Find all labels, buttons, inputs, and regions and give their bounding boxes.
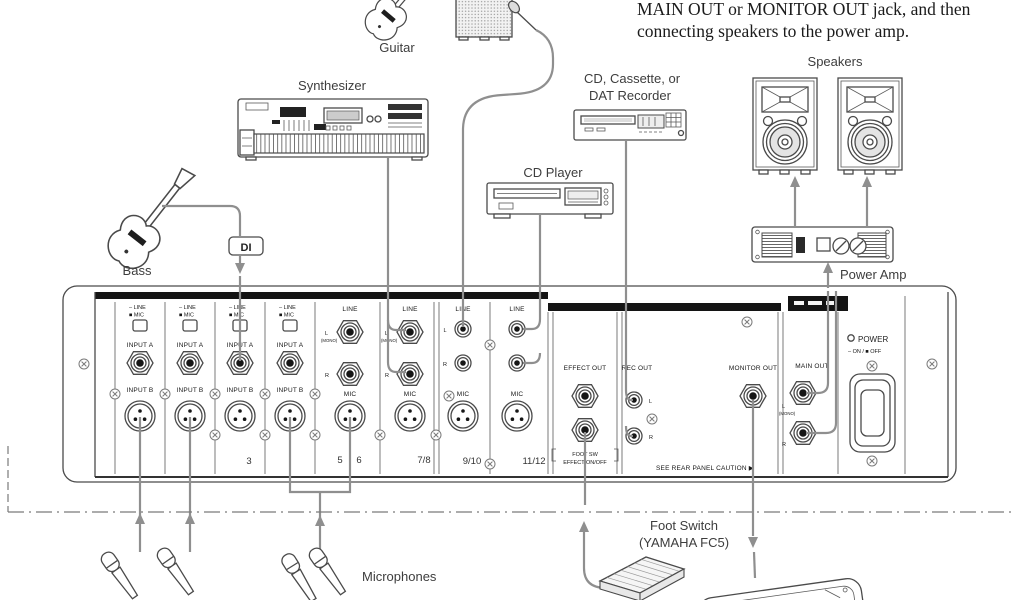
- power-label: POWER: [858, 335, 889, 344]
- arrow-up-icon: [135, 513, 145, 524]
- mixer-rear-panel: [63, 286, 956, 482]
- screw-icon: [647, 414, 657, 424]
- main-out-mono-label: (MONO): [779, 411, 796, 416]
- cd-player-label: CD Player: [523, 165, 583, 180]
- arrow-up-icon: [862, 176, 872, 187]
- screw-icon: [927, 359, 937, 369]
- arrow-up-icon: [579, 521, 589, 532]
- channel-number-7-8: 7/8: [417, 455, 431, 466]
- r-label: R: [325, 373, 329, 379]
- screw-icon: [260, 389, 270, 399]
- input-b-label: INPUT B: [126, 387, 154, 394]
- mono-label: (MONO): [381, 338, 398, 343]
- channel-number-6: 6: [356, 455, 362, 466]
- mic-jack: [502, 401, 532, 431]
- screw-icon: [79, 359, 89, 369]
- screw-icon: [867, 361, 877, 371]
- mic-label: MIC: [456, 391, 470, 398]
- line-l-rca: [509, 321, 525, 337]
- effect-out-jack: [572, 385, 598, 408]
- line-r-rca: [455, 355, 471, 371]
- di-box: [229, 237, 263, 255]
- screw-icon: [485, 459, 495, 469]
- channel-number-5: 5: [337, 455, 343, 466]
- line-mic-switch: [133, 320, 147, 331]
- rec-out-r-label: R: [649, 435, 653, 441]
- input-b-label: INPUT B: [226, 387, 254, 394]
- recorder-illustration: [574, 110, 686, 140]
- rca-r-label: R: [443, 362, 447, 368]
- microphones-label: Microphones: [362, 569, 437, 584]
- input-b-jack: [225, 401, 255, 431]
- microphone-icon: [307, 546, 349, 597]
- line-mic-switch: [283, 320, 297, 331]
- main-out-r-label: R: [782, 442, 786, 448]
- microphone-icon: [99, 550, 141, 600]
- line-label: LINE: [455, 306, 471, 313]
- cd-player-illustration: [487, 183, 613, 218]
- rec-out-l-label: L: [649, 399, 653, 405]
- line-r-jack: [397, 363, 423, 386]
- main-out-label: MAIN OUT: [795, 363, 829, 370]
- screw-icon: [160, 389, 170, 399]
- l-label: L: [325, 331, 329, 337]
- caution-label: SEE REAR PANEL CAUTION ▶: [656, 465, 754, 472]
- guitar-amp-illustration: [456, 0, 512, 40]
- line-label: LINE: [509, 306, 525, 313]
- input-b-label: INPUT B: [276, 387, 304, 394]
- input-b-label: INPUT B: [176, 387, 204, 394]
- screw-icon: [444, 391, 454, 401]
- effect-on-off-label: EFFECT ON/OFF: [563, 460, 607, 466]
- arrow-up-icon: [185, 513, 195, 524]
- mic-switch-label: ■ MIC: [229, 312, 244, 319]
- foot-switch-label-line2: (YAMAHA FC5): [638, 535, 730, 550]
- guitar-label: Guitar: [379, 40, 415, 55]
- mic-label: MIC: [510, 391, 524, 398]
- speaker-left-illustration: [753, 78, 817, 174]
- note-text-line2: connecting speakers to the power amp.: [637, 21, 910, 41]
- synthesizer-label: Synthesizer: [298, 78, 366, 93]
- power-amp-illustration: [752, 227, 893, 262]
- r-label: R: [385, 373, 389, 379]
- screw-icon: [485, 340, 495, 350]
- power-amp-label: Power Amp: [840, 267, 907, 282]
- input-a-jack: [277, 352, 303, 375]
- line-switch-label: – LINE: [129, 305, 146, 311]
- mic-switch-label: ■ MIC: [179, 312, 194, 319]
- recorder-label-line2: DAT Recorder: [589, 88, 671, 103]
- main-out-l-label: L: [782, 404, 786, 410]
- input-a-label: INPUT A: [176, 342, 204, 349]
- line-switch-label: – LINE: [229, 305, 246, 311]
- mic-label: MIC: [343, 391, 357, 398]
- line-switch-label: – LINE: [179, 305, 196, 311]
- mic-jack: [395, 401, 425, 431]
- line-l-jack: [337, 321, 363, 344]
- screw-icon: [210, 430, 220, 440]
- line-label: LINE: [342, 306, 358, 313]
- screw-icon: [867, 456, 877, 466]
- microphone-illustrations: [99, 546, 349, 600]
- arrow-down-icon: [748, 537, 758, 548]
- channel-number-3: 3: [246, 456, 252, 467]
- line-r-rca: [509, 355, 525, 371]
- foot-sw-label: FOOT SW: [572, 452, 598, 458]
- synthesizer-illustration: [238, 99, 428, 160]
- input-a-jack: [127, 352, 153, 375]
- di-label: DI: [240, 242, 252, 254]
- monitor-out-cable-lower: [754, 552, 755, 578]
- bass-label: Bass: [122, 263, 152, 278]
- bass-illustration: [101, 158, 206, 275]
- monitor-out-label: MONITOR OUT: [728, 365, 778, 372]
- screw-icon: [260, 430, 270, 440]
- mic-switch-label: ■ MIC: [279, 312, 294, 319]
- arrow-up-icon: [790, 176, 800, 187]
- microphone-icon: [155, 546, 197, 597]
- input-a-label: INPUT A: [226, 342, 254, 349]
- bottom-right-device-illustration: [697, 577, 869, 600]
- input-a-label: INPUT A: [276, 342, 304, 349]
- speaker-right-illustration: [838, 78, 902, 174]
- mic-label: MIC: [403, 391, 417, 398]
- guitar-illustration: [360, 0, 445, 46]
- arrow-up-icon: [823, 262, 833, 273]
- foot-switch-illustration: [600, 557, 684, 600]
- input-a-label: INPUT A: [126, 342, 154, 349]
- arrow-down-icon: [235, 263, 245, 274]
- line-mic-switch: [183, 320, 197, 331]
- mic-jack: [448, 401, 478, 431]
- speakers-label: Speakers: [807, 54, 863, 69]
- note-text-line1: MAIN OUT or MONITOR OUT jack, and then: [637, 0, 971, 19]
- line-label: LINE: [402, 306, 418, 313]
- l-label: L: [385, 331, 389, 337]
- mic-switch-label: ■ MIC: [129, 312, 144, 319]
- line-r-jack: [337, 363, 363, 386]
- foot-switch-label-line1: Foot Switch: [650, 518, 718, 533]
- recorder-label-line1: CD, Cassette, or: [583, 71, 681, 86]
- screw-icon: [110, 389, 120, 399]
- channel-number-11-12: 11/12: [522, 456, 546, 467]
- rca-l-label: L: [443, 328, 447, 334]
- bass-to-di-cable: [162, 206, 240, 237]
- channel-number-9-10: 9/10: [462, 456, 482, 467]
- input-a-jack: [177, 352, 203, 375]
- arrow-up-icon: [315, 515, 325, 526]
- screw-icon: [210, 389, 220, 399]
- line-switch-label: – LINE: [279, 305, 296, 311]
- screw-icon: [742, 317, 752, 327]
- screw-icon: [375, 430, 385, 440]
- power-on-off-label: – ON / ■ OFF: [848, 349, 882, 355]
- effect-out-label: EFFECT OUT: [563, 365, 607, 372]
- line-l-jack: [397, 321, 423, 344]
- screw-icon: [310, 430, 320, 440]
- screw-icon: [431, 430, 441, 440]
- rec-out-label: REC OUT: [621, 365, 653, 372]
- mono-label: (MONO): [321, 338, 338, 343]
- screw-icon: [310, 389, 320, 399]
